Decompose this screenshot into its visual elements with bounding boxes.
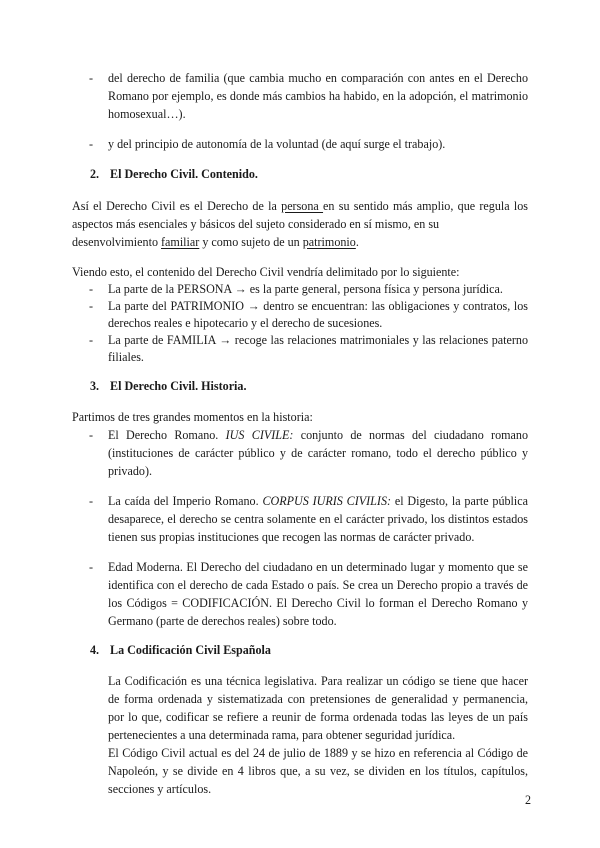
list-dash: -: [89, 299, 94, 313]
list-item-text: homosexual…).: [108, 107, 186, 121]
list-item: [89, 136, 528, 153]
list-dash: -: [89, 282, 94, 296]
text-run: secciones y artículos.: [108, 782, 212, 796]
text-run: La caída del Imperio Romano.: [108, 494, 263, 508]
text-run: pertenecientes a una determinada rama, para obtener seguridad jurídica.: [108, 728, 456, 742]
section-heading: [90, 642, 271, 659]
text-run: de forma ordenada y sistematizada con pretensiones de generalidad y permanencia,: [108, 692, 528, 706]
list-item-text: Edad Moderna. El Derecho del ciudadano en un determinado lugar y momento que se: [108, 560, 528, 574]
paragraph-line: [108, 763, 528, 780]
list-dash: -: [89, 71, 94, 85]
paragraph-line: [108, 709, 528, 726]
list-item-continuation: [108, 445, 528, 462]
section-number: 4.: [90, 643, 100, 657]
underlined-term: persona: [281, 199, 324, 213]
paragraph-line: [108, 691, 528, 708]
list-item-text: filiales.: [108, 350, 144, 364]
list-item-continuation: [108, 613, 528, 630]
list-item: [89, 332, 528, 349]
section-heading: [90, 166, 258, 183]
section-title: El Derecho Civil. Historia.: [110, 379, 247, 393]
list-item-continuation: [108, 595, 528, 612]
list-item-text: La parte de FAMILIA → recoge las relaciones matrimoniales y las relaciones paterno: [108, 333, 528, 347]
list-item-continuation: [108, 463, 528, 480]
paragraph-line: [72, 234, 528, 251]
list-item: [89, 281, 528, 298]
text-run: el Digesto, la parte pública: [391, 494, 528, 508]
text-run: conjunto de normas del ciudadano romano: [293, 428, 528, 442]
list-dash: -: [89, 333, 94, 347]
paragraph-line: [72, 409, 528, 426]
text-run: en su sentido más amplio, que regula los: [323, 199, 529, 213]
text-run: El Código Civil actual es del 24 de julio de 1889 y se hizo en referencia al Código de: [108, 746, 528, 760]
text-run: El Derecho Romano.: [108, 428, 226, 442]
list-item-text: Romano por ejemplo, es donde más cambios ha habido, en la adopción, el matrimonio: [108, 89, 528, 103]
list-dash: -: [89, 428, 94, 442]
text-run: y como sujeto de un: [199, 235, 303, 249]
list-item-text: y del principio de autonomía de la voluntad (de aquí surge el trabajo).: [108, 137, 446, 151]
list-item-text: los Códigos = CODIFICACIÓN. El Derecho Civil lo forman el Derecho Romano y: [108, 596, 528, 610]
list-item: [89, 427, 528, 444]
list-item: [89, 70, 528, 87]
underlined-term: familiar: [161, 235, 200, 249]
list-item-text: identifica con el derecho de cada Estado o país. Se crea un Derecho propio a través de: [108, 578, 528, 592]
list-item-continuation: [108, 511, 528, 528]
list-dash: -: [89, 494, 94, 508]
paragraph-line: [72, 198, 528, 215]
list-item-continuation: [108, 106, 528, 123]
page-number: 2: [524, 793, 531, 807]
paragraph-line: [108, 781, 528, 798]
text-run: desenvolvimiento: [72, 235, 162, 249]
paragraph-line: [72, 264, 528, 281]
list-item-text: Germano (parte de derechos reales) sobre todo.: [108, 614, 337, 628]
text-run: Así el Derecho Civil es el Derecho de la: [72, 199, 282, 213]
section-title: El Derecho Civil. Contenido.: [110, 167, 258, 181]
list-item-text: derechos reales e hipotecario y el derecho de sucesiones.: [108, 316, 383, 330]
latin-term: CORPUS IURIS CIVILIS:: [262, 494, 392, 508]
paragraph-line: [108, 745, 528, 762]
section-title: La Codificación Civil Española: [110, 643, 271, 657]
section-number: 2.: [90, 167, 100, 181]
list-item-continuation: [108, 315, 528, 332]
paragraph-line: [108, 727, 528, 744]
list-item-text: del derecho de familia (que cambia mucho en comparación con antes en el Derecho: [108, 71, 528, 85]
text-run: aspectos más esenciales y básicos del sujeto considerado en sí mismo, en su: [72, 217, 440, 231]
list-item-continuation: [108, 529, 528, 546]
paragraph-line: [108, 673, 528, 690]
text-run: Partimos de tres grandes momentos en la historia:: [72, 410, 313, 424]
section-heading: [90, 378, 247, 395]
list-item-text: La parte del PATRIMONIO → dentro se encuentran: las obligaciones y contratos, los: [108, 299, 528, 313]
list-item-text: desaparece, el derecho se centra solamente en el carácter privado, los distintos estados: [108, 512, 528, 526]
text-run: Viendo esto, el contenido del Derecho Civil vendría delimitado por lo siguiente:: [72, 265, 460, 279]
underlined-term: patrimonio: [302, 235, 356, 249]
text-run: por lo que, codificar se refiere a reunir de forma ordenada todas las leyes de un país: [108, 710, 528, 724]
list-item-continuation: [108, 88, 528, 105]
list-item-continuation: [108, 349, 528, 366]
text-run: Napoleón, y se divide en 4 libros que, a su vez, se dividen en los títulos, capítulos,: [108, 764, 528, 778]
list-item: [89, 298, 528, 315]
section-number: 3.: [90, 379, 100, 393]
list-dash: -: [89, 137, 94, 151]
list-item-text: La parte de la PERSONA → es la parte general, persona física y persona jurídica.: [108, 282, 503, 296]
list-item-continuation: [108, 577, 528, 594]
text-run: .: [355, 235, 359, 249]
list-item-text: tienen sus propias instituciones que recogen las normas de carácter privado.: [108, 530, 475, 544]
paragraph-line: [72, 216, 528, 233]
list-item-text: privado).: [108, 464, 152, 478]
list-item: [89, 493, 528, 510]
list-dash: -: [89, 560, 94, 574]
latin-term: IUS CIVILE:: [225, 428, 294, 442]
list-item-text: (instituciones de carácter público y de carácter romano, todo el derecho público y: [108, 446, 528, 460]
text-run: La Codificación es una técnica legislativa. Para realizar un código se tiene que hacer: [108, 674, 528, 688]
list-item: [89, 559, 528, 576]
